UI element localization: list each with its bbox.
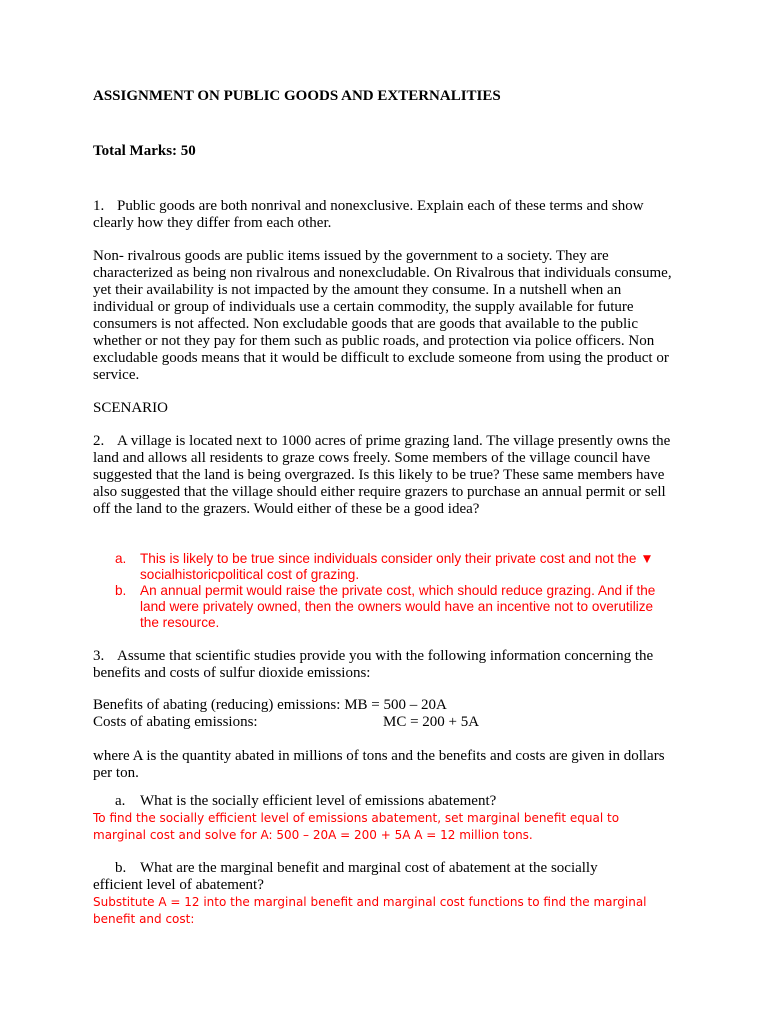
question-3b-text-first: What are the marginal benefit and marginal cost of abatement at the socially xyxy=(140,860,598,876)
question-3a-answer: To find the socially efficient level of emissions abatement, set marginal benefit equal to marginal cost and solve for A: 500 – 20A = 200 + 5A A = 12 million tons. xyxy=(93,811,620,842)
question-2-text: A village is located next to 1000 acres of prime grazing land. The village presently owns the land and allows all residents to graze cows freely. Some members of the village council have suggested that the land is being overgrazed. Is this likely to be true? These same members have also suggested that the village should either require grazers to purchase an annual permit or sell off the land to the grazers. Would either of these be a good idea? xyxy=(93,433,671,517)
question-2-answer-b xyxy=(115,583,660,631)
question-1-text: Public goods are both nonrival and nonexclusive. Explain each of these terms and show clearly how they differ from each other. xyxy=(93,198,644,231)
answer-text: This is likely to be true since individuals consider only their private cost and not the ▼ socialhistoricpolitical cost of grazing. xyxy=(140,551,654,582)
question-3b xyxy=(93,860,673,894)
question-2 xyxy=(93,433,673,518)
question-3 xyxy=(93,648,673,682)
variable-definition: where A is the quantity abated in millions of tons and the benefits and costs are given in dollars per ton. xyxy=(93,748,665,781)
question-3b-text-rest: efficient level of abatement? xyxy=(93,877,264,893)
question-3b-label: b. xyxy=(115,860,127,876)
document-title: ASSIGNMENT ON PUBLIC GOODS AND EXTERNALITIES xyxy=(93,88,501,104)
question-3b-answer: Substitute A = 12 into the marginal benefit and marginal cost functions to find the marginal benefit and cost: xyxy=(93,895,647,926)
question-3-text: Assume that scientific studies provide you with the following information concerning the benefits and costs of sulfur dioxide emissions: xyxy=(93,648,654,681)
costs-label: Costs of abating emissions: xyxy=(93,714,258,730)
question-2-answer-a xyxy=(115,551,660,583)
question-1-number: 1. xyxy=(93,198,105,214)
costs-equation xyxy=(93,714,673,731)
answer-text: An annual permit would raise the private cost, which should reduce grazing. And if the land were privately owned, then the owners would have an incentive not to overutilize the resource. xyxy=(140,583,656,630)
question-1 xyxy=(93,198,673,232)
question-3a-text: What is the socially efficient level of emissions abatement? xyxy=(140,793,497,809)
question-1-answer: Non- rivalrous goods are public items issued by the government to a society. They are characterized as being non rivalrous and nonexcludable. On Rivalrous that individuals consume, yet their availability is not impacted by the amount they consume. In a nutshell when an individual or group of individuals use a certain commodity, the supply available for future consumers is not affected. Non excludable goods that are goods that available to the public whether or not they pay for them such as public roads, and protection via police officers. Non excludable goods means that it would be difficult to exclude someone from using the product or service. xyxy=(93,248,672,383)
total-marks: Total Marks: 50 xyxy=(93,143,196,159)
costs-formula: MC = 200 + 5A xyxy=(383,714,480,730)
question-3-number: 3. xyxy=(93,648,105,664)
answer-label: b. xyxy=(115,583,127,598)
question-2-number: 2. xyxy=(93,433,105,449)
benefits-equation: Benefits of abating (reducing) emissions: MB = 500 – 20A xyxy=(93,697,447,713)
question-3a-label: a. xyxy=(115,793,126,809)
answer-label: a. xyxy=(115,551,127,566)
scenario-heading: SCENARIO xyxy=(93,400,169,416)
question-2-answers xyxy=(115,551,660,631)
question-3a xyxy=(115,793,675,810)
